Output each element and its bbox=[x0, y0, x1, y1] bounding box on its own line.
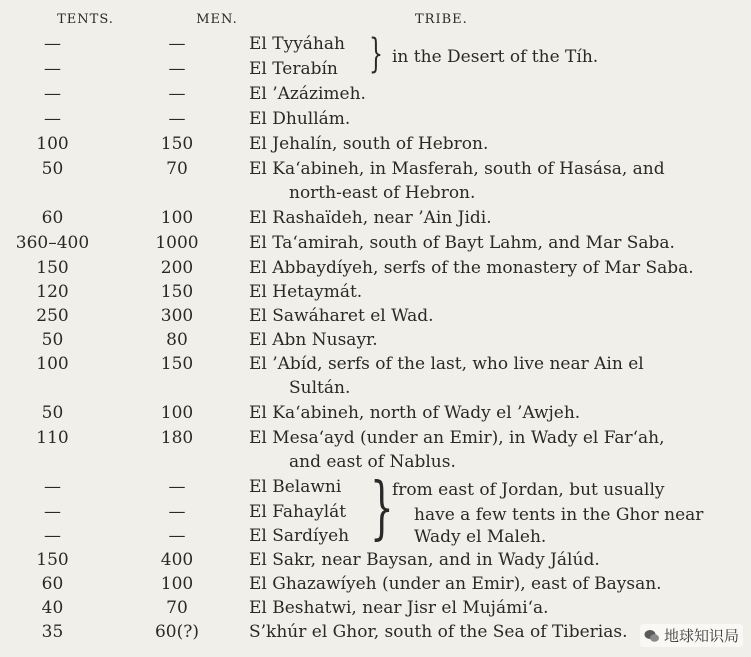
tents-cell: 50 bbox=[41, 330, 64, 350]
men-cell: — bbox=[168, 34, 186, 54]
men-cell: 200 bbox=[160, 258, 194, 278]
tribe-cell: El Mesa‘ayd (under an Emir), in Wady el Far‘ah, bbox=[249, 428, 665, 448]
men-cell: 80 bbox=[166, 330, 188, 350]
men-cell: — bbox=[168, 502, 186, 522]
tribe-cell-continuation: Sultán. bbox=[289, 378, 351, 398]
tribe-cell: El Belawni bbox=[249, 477, 342, 497]
men-cell: 150 bbox=[160, 354, 194, 374]
chat-bubble-icon bbox=[644, 628, 660, 644]
men-cell: — bbox=[168, 109, 186, 129]
men-cell: 150 bbox=[160, 282, 194, 302]
tents-cell: 250 bbox=[36, 306, 69, 326]
tribe-cell: El Jehalín, south of Hebron. bbox=[249, 134, 489, 154]
tribe-cell: El Dhullám. bbox=[249, 109, 351, 129]
tribe-cell: El Hetaymát. bbox=[249, 282, 363, 302]
tribe-cell: El Abbaydíyeh, serfs of the monastery of Mar Saba. bbox=[249, 258, 694, 278]
brace-desert: } bbox=[369, 31, 383, 77]
note-jordan-3: Wady el Maleh. bbox=[414, 527, 547, 547]
tribe-cell: El Ta‘amirah, south of Bayt Lahm, and Mar Saba. bbox=[249, 233, 675, 253]
tribe-cell: El Fahaylát bbox=[249, 502, 347, 522]
tents-cell: — bbox=[44, 477, 61, 497]
tents-cell: 100 bbox=[36, 134, 69, 154]
tribe-cell: El Sardíyeh bbox=[249, 526, 350, 546]
brace-jordan: } bbox=[370, 469, 394, 548]
tents-cell: — bbox=[44, 84, 61, 104]
men-cell: 150 bbox=[160, 134, 194, 154]
tribe-cell: El Sakr, near Baysan, and in Wady Jálúd. bbox=[249, 550, 600, 570]
watermark bbox=[640, 624, 743, 647]
men-cell: — bbox=[168, 526, 186, 546]
tribe-cell: El Ghazawíyeh (under an Emir), east of Baysan. bbox=[249, 574, 662, 594]
header-tribe: TRIBE. bbox=[415, 12, 468, 27]
men-cell: 70 bbox=[166, 159, 188, 179]
tents-cell: — bbox=[44, 526, 61, 546]
tents-cell: — bbox=[44, 34, 61, 54]
tribe-cell: El ’Azázimeh. bbox=[249, 84, 366, 104]
tents-cell: 40 bbox=[41, 598, 64, 618]
tents-cell: 35 bbox=[41, 622, 64, 642]
watermark-text: 地球知识局 bbox=[663, 627, 739, 645]
header-tents: TENTS. bbox=[57, 12, 114, 27]
men-cell: 60(?) bbox=[154, 622, 199, 642]
men-cell: 100 bbox=[160, 208, 194, 228]
tents-cell: 150 bbox=[36, 550, 69, 570]
tents-cell: 100 bbox=[36, 354, 69, 374]
men-cell: — bbox=[168, 477, 186, 497]
men-cell: — bbox=[168, 84, 186, 104]
tents-cell: — bbox=[44, 109, 61, 129]
tents-cell: — bbox=[44, 59, 61, 79]
men-cell: 70 bbox=[166, 598, 188, 618]
tribe-cell: El Beshatwi, near Jisr el Mujámi‘a. bbox=[249, 598, 549, 618]
tents-cell: — bbox=[44, 502, 61, 522]
men-cell: 100 bbox=[160, 403, 194, 423]
tribe-cell: El Ka‘abineh, in Masferah, south of Hasása, and bbox=[249, 159, 665, 179]
men-cell: 1000 bbox=[155, 233, 199, 253]
tents-cell: 110 bbox=[36, 428, 69, 448]
tribe-cell: El Ka‘abineh, north of Wady el ’Awjeh. bbox=[249, 403, 581, 423]
tribe-cell: El ’Abíd, serfs of the last, who live near Ain el bbox=[249, 354, 644, 374]
men-cell: 300 bbox=[160, 306, 194, 326]
tents-cell: 50 bbox=[41, 159, 64, 179]
tribe-cell: El Abn Nusayr. bbox=[249, 330, 378, 350]
tents-cell: 150 bbox=[36, 258, 69, 278]
tents-cell: 60 bbox=[41, 574, 64, 594]
note-desert: in the Desert of the Tíh. bbox=[392, 47, 599, 67]
tribe-cell: El Sawáharet el Wad. bbox=[249, 306, 434, 326]
tents-cell: 60 bbox=[41, 208, 64, 228]
men-cell: 100 bbox=[160, 574, 194, 594]
tribe-cell-continuation: and east of Nablus. bbox=[289, 452, 456, 472]
note-jordan-1: from east of Jordan, but usually bbox=[392, 480, 665, 500]
tribe-cell: El Terabín bbox=[249, 59, 338, 79]
men-cell: 180 bbox=[160, 428, 194, 448]
tents-cell: 120 bbox=[36, 282, 69, 302]
tribe-cell-continuation: north-east of Hebron. bbox=[289, 183, 476, 203]
tribe-cell: S’khúr el Ghor, south of the Sea of Tiberias. bbox=[249, 622, 628, 642]
tents-cell: 50 bbox=[41, 403, 64, 423]
header-men: MEN. bbox=[196, 12, 238, 27]
men-cell: — bbox=[168, 59, 186, 79]
men-cell: 400 bbox=[160, 550, 194, 570]
tribe-cell: El Rashaïdeh, near ’Ain Jidi. bbox=[249, 208, 492, 228]
note-jordan-2: have a few tents in the Ghor near bbox=[414, 505, 704, 525]
tribe-cell: El Tyyáhah bbox=[249, 34, 345, 54]
tents-cell: 360–400 bbox=[15, 233, 90, 253]
